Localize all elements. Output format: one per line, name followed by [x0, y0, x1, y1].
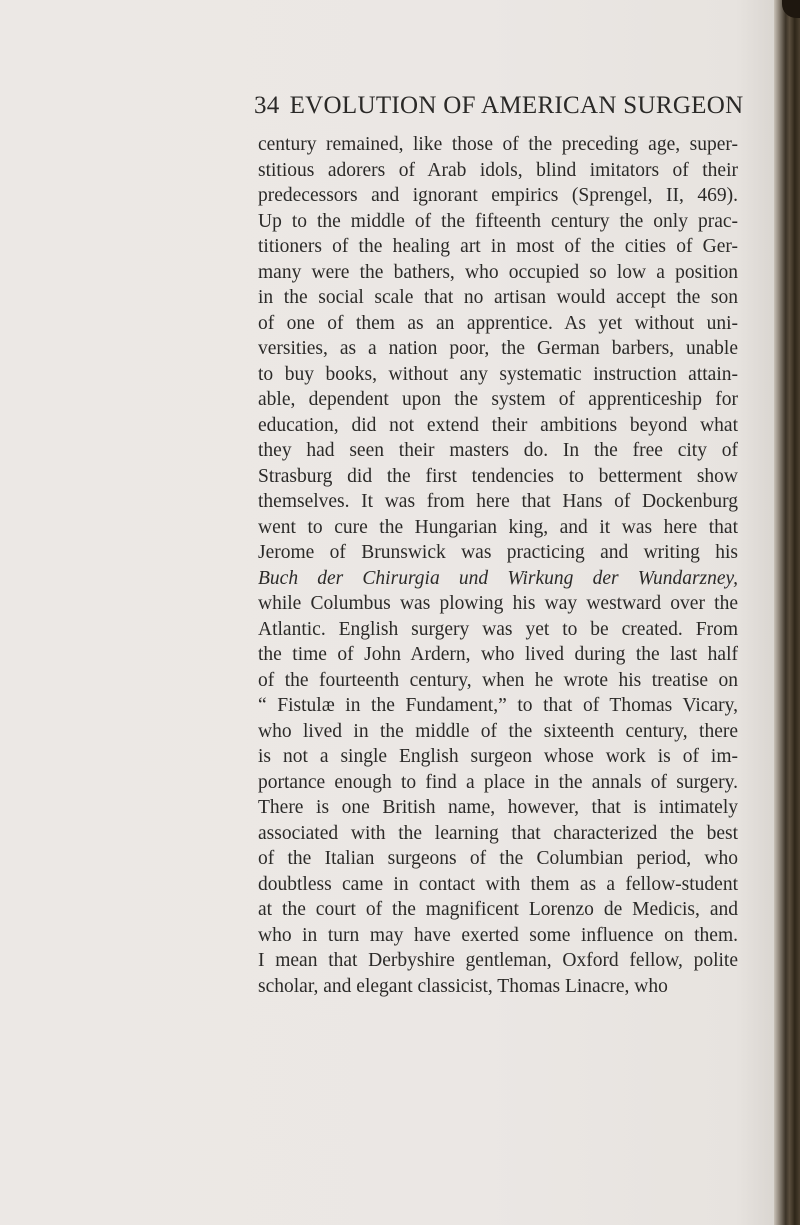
text-line: doubtless came in contact with them as a fellow-student — [258, 873, 738, 895]
text-line: Strasburg did the first tendencies to betterment show — [258, 465, 738, 487]
text-line: in the social scale that no artisan would accept the son — [258, 287, 738, 308]
running-head — [254, 92, 774, 120]
text-line: who lived in the middle of the sixteenth century, there — [258, 720, 738, 742]
text-line: many were the bathers, who occupied so low a position — [258, 261, 738, 283]
text-line: they had seen their masters do. In the free city of — [258, 440, 738, 461]
text-line: I mean that Derbyshire gentleman, Oxford fellow, polite — [258, 950, 738, 971]
text-line: at the court of the magnificent Lorenzo de Medicis, and — [258, 899, 738, 920]
text-line: able, dependent upon the system of apprenticeship for — [258, 389, 738, 410]
text-line: portance enough to find a place in the annals of surgery. — [258, 771, 738, 793]
text-line: while Columbus was plowing his way westward over the — [258, 593, 738, 614]
text-line: titioners of the healing art in most of the cities of Ger- — [258, 236, 738, 257]
text-line: stitious adorers of Arab idols, blind imitators of their — [258, 159, 738, 181]
text-line: education, did not extend their ambitions beyond what — [258, 414, 738, 436]
page-number: 34 — [254, 92, 280, 119]
text-line: of the Italian surgeons of the Columbian period, who — [258, 848, 738, 869]
text-line: century remained, like those of the preceding age, super- — [258, 134, 738, 155]
text-line: went to cure the Hungarian king, and it was here that — [258, 516, 738, 538]
text-line: of the fourteenth century, when he wrote his treatise on — [258, 669, 738, 691]
text-line: themselves. It was from here that Hans of Dockenburg — [258, 491, 738, 512]
text-line: scholar, and elegant classicist, Thomas Linacre, who — [258, 975, 668, 997]
text-line: versities, as a nation poor, the German barbers, unable — [258, 338, 738, 359]
body-text — [258, 132, 738, 999]
text-line: of one of them as an apprentice. As yet without uni- — [258, 312, 738, 334]
text-line: Atlantic. English surgery was yet to be created. From — [258, 618, 738, 640]
text-line: who in turn may have exerted some influence on them. — [258, 924, 738, 946]
text-line: the time of John Ardern, who lived during the last half — [258, 644, 738, 665]
running-title: EVOLUTION OF AMERICAN SURGEON — [289, 92, 744, 119]
text-line-italic-title: Buch der Chirurgia und Wirkung der Wundarzney, — [258, 567, 738, 589]
book-spine-edge — [774, 0, 800, 1225]
text-line: Jerome of Brunswick was practicing and writing his — [258, 542, 738, 563]
text-line: Up to the middle of the fifteenth century the only prac- — [258, 210, 738, 232]
text-line: There is one British name, however, that is intimately — [258, 797, 738, 818]
text-line: “ Fistulæ in the Fundament,” to that of Thomas Vicary, — [258, 695, 738, 716]
text-line: predecessors and ignorant empirics (Sprengel, II, 469). — [258, 185, 738, 206]
text-line: associated with the learning that characterized the best — [258, 822, 738, 844]
text-line: is not a single English surgeon whose work is of im- — [258, 746, 738, 767]
text-line: to buy books, without any systematic instruction attain- — [258, 363, 738, 385]
